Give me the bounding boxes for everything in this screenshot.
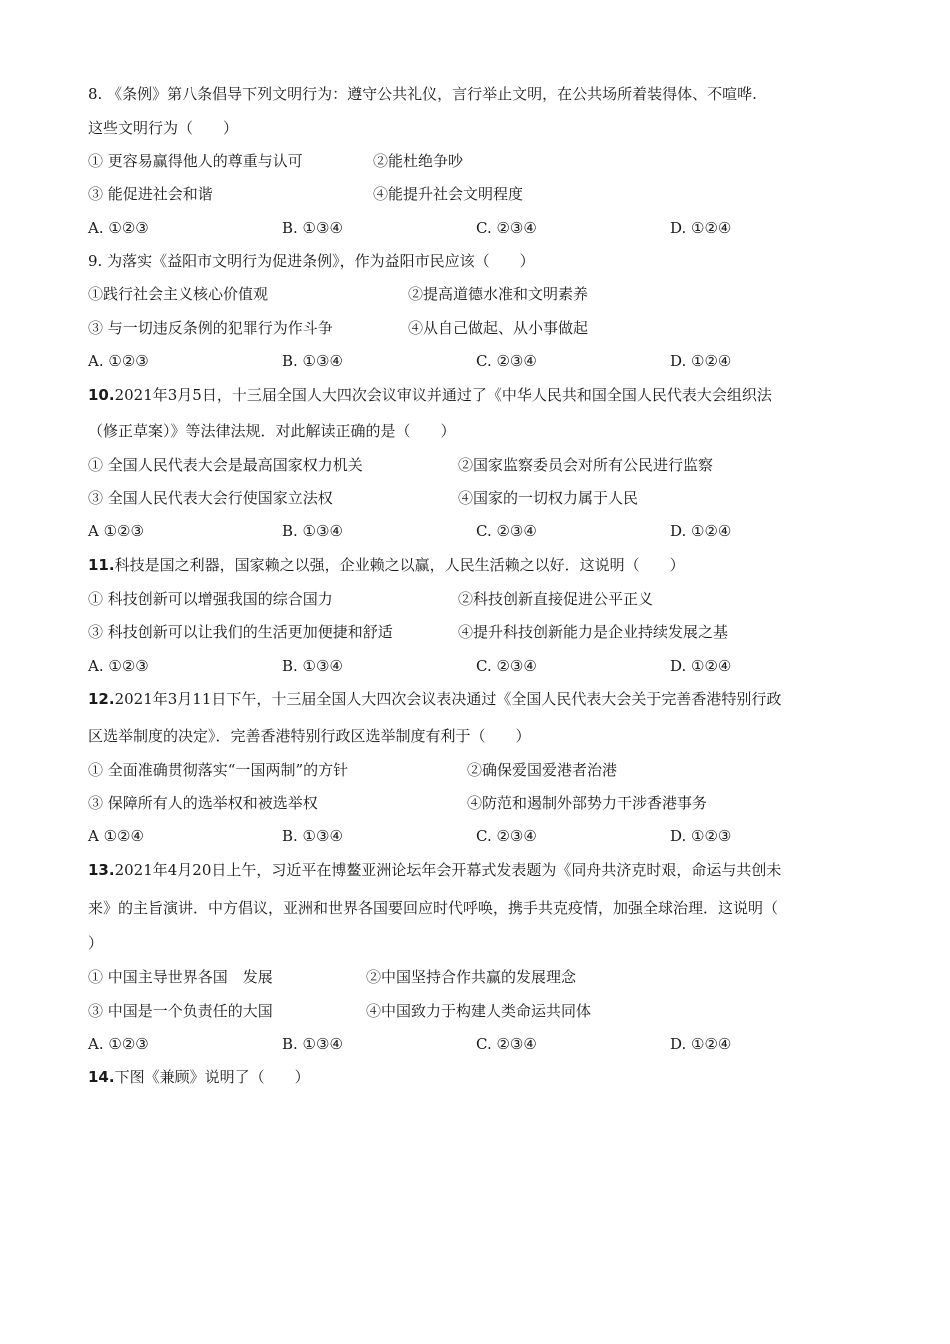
q8-statement-2: ②能杜绝争吵 — [373, 152, 464, 170]
q12-stem-text: 2021年3月11日下午，十三届全国人大四次会议表决通过《全国人民代表大会关于完善香港特别行政 — [114, 690, 782, 708]
q13-choice-d[interactable]: D. ①②④ — [670, 1035, 732, 1053]
q13-stem-line3: ） — [88, 934, 104, 952]
q9-choice-d[interactable]: D. ①②④ — [670, 352, 732, 370]
q11-choice-d[interactable]: D. ①②④ — [670, 657, 732, 675]
q10-statement-4: ④国家的一切权力属于人民 — [458, 489, 639, 507]
q14-number: 14. — [88, 1068, 115, 1086]
q10-choice-d[interactable]: D. ①②④ — [670, 522, 732, 540]
q9-choice-b[interactable]: B. ①③④ — [282, 352, 343, 370]
q14-stem-line1 — [88, 1067, 310, 1087]
q8-statement-3: ③ 能促进社会和谐 — [88, 185, 213, 203]
q10-statement-2: ②国家监察委员会对所有公民进行监察 — [458, 456, 714, 474]
q13-statement-4: ④中国致力于构建人类命运共同体 — [366, 1002, 592, 1020]
q12-number: 12. — [88, 690, 115, 708]
q13-statement-3: ③ 中国是一个负责任的大国 — [88, 1002, 273, 1020]
q11-stem-text: 科技是国之利器，国家赖之以强，企业赖之以赢，人民生活赖之以好．这说明（ ） — [114, 556, 685, 574]
q12-choice-c[interactable]: C. ②③④ — [476, 827, 537, 845]
q10-choice-b[interactable]: B. ①③④ — [282, 522, 343, 540]
q9-statement-3: ③ 与一切违反条例的犯罪行为作斗争 — [88, 319, 333, 337]
q13-stem-line2: 来》的主旨演讲．中方倡议，亚洲和世界各国要回应时代呼唤，携手共克疫情，加强全球治理．这说明（ — [88, 899, 779, 917]
q8-choice-a[interactable]: A. ①②③ — [88, 219, 149, 237]
q13-choice-a[interactable]: A. ①②③ — [88, 1035, 149, 1053]
q8-stem-line1: 8. 《条例》第八条倡导下列文明行为：遵守公共礼仪，言行举止文明，在公共场所着装得体、不喧哗. — [88, 85, 757, 103]
q13-stem-line1 — [88, 860, 781, 880]
q14-stem-text: 下图《兼顾》说明了（ ） — [114, 1068, 310, 1086]
q11-stem-line1 — [88, 555, 685, 575]
q12-stem-line1 — [88, 689, 781, 709]
q11-choice-c[interactable]: C. ②③④ — [476, 657, 537, 675]
q9-choice-c[interactable]: C. ②③④ — [476, 352, 537, 370]
q12-choice-d[interactable]: D. ①②③ — [670, 827, 732, 845]
q13-statement-2: ②中国坚持合作共赢的发展理念 — [366, 968, 577, 986]
q11-number: 11. — [88, 556, 115, 574]
q10-choice-a[interactable]: A ①②③ — [88, 522, 144, 540]
q8-stem-line2: 这些文明行为（ ） — [88, 119, 239, 137]
q8-statement-1: ① 更容易赢得他人的尊重与认可 — [88, 152, 303, 170]
q9-statement-1: ①践行社会主义核心价值观 — [88, 285, 269, 303]
q10-choice-c[interactable]: C. ②③④ — [476, 522, 537, 540]
q11-statement-3: ③ 科技创新可以让我们的生活更加便捷和舒适 — [88, 623, 393, 641]
q13-number: 13. — [88, 861, 115, 879]
q8-choice-b[interactable]: B. ①③④ — [282, 219, 343, 237]
q10-number: 10. — [88, 386, 115, 404]
q12-statement-2: ②确保爱国爱港者治港 — [467, 761, 618, 779]
q13-statement-1: ① 中国主导世界各国 发展 — [88, 968, 273, 986]
q12-stem-line2: 区选举制度的决定》．完善香港特别行政区选举制度有利于（ ） — [88, 727, 531, 745]
q8-choice-d[interactable]: D. ①②④ — [670, 219, 732, 237]
q13-stem-text: 2021年4月20日上午，习近平在博鳌亚洲论坛年会开幕式发表题为《同舟共济克时艰，命运与共创未 — [114, 861, 782, 879]
q13-choice-c[interactable]: C. ②③④ — [476, 1035, 537, 1053]
q9-stem-line1: 9. 为落实《益阳市文明行为促进条例》，作为益阳市民应该（ ） — [88, 252, 535, 270]
q11-statement-1: ① 科技创新可以增强我国的综合国力 — [88, 590, 333, 608]
q12-statement-1: ① 全面准确贯彻落实“一国两制”的方针 — [88, 761, 349, 779]
q10-stem-text: 2021年3月5日，十三届全国人大四次会议审议并通过了《中华人民共和国全国人民代表大会组织法 — [114, 386, 772, 404]
q8-choice-c[interactable]: C. ②③④ — [476, 219, 537, 237]
q12-statement-3: ③ 保障所有人的选举权和被选举权 — [88, 794, 318, 812]
q12-statement-4: ④防范和遏制外部势力干涉香港事务 — [467, 794, 708, 812]
q13-choice-b[interactable]: B. ①③④ — [282, 1035, 343, 1053]
q12-choice-b[interactable]: B. ①③④ — [282, 827, 343, 845]
q9-statement-2: ②提高道德水准和文明素养 — [408, 285, 589, 303]
q11-choice-a[interactable]: A. ①②③ — [88, 657, 149, 675]
q11-choice-b[interactable]: B. ①③④ — [282, 657, 343, 675]
q11-statement-4: ④提升科技创新能力是企业持续发展之基 — [458, 623, 729, 641]
q10-stem-line1 — [88, 385, 772, 405]
q10-stem-line2: （修正草案）》等法律法规．对此解读正确的是（ ） — [88, 422, 456, 440]
q10-statement-1: ① 全国人民代表大会是最高国家权力机关 — [88, 456, 363, 474]
q9-choice-a[interactable]: A. ①②③ — [88, 352, 149, 370]
q10-statement-3: ③ 全国人民代表大会行使国家立法权 — [88, 489, 333, 507]
q11-statement-2: ②科技创新直接促进公平正义 — [458, 590, 654, 608]
q12-choice-a[interactable]: A ①②④ — [88, 827, 144, 845]
q8-statement-4: ④能提升社会文明程度 — [373, 185, 524, 203]
q9-statement-4: ④从自己做起、从小事做起 — [408, 319, 589, 337]
